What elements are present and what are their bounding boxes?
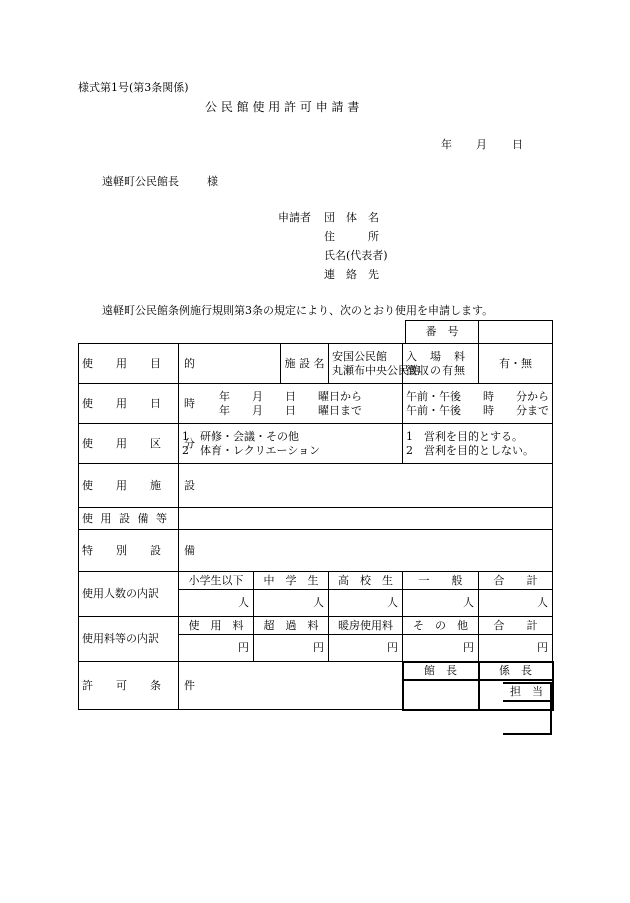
facility-option-1: 安国公民館 xyxy=(332,349,387,363)
application-table xyxy=(78,320,554,711)
addressee: 遠軽町公民館長 xyxy=(102,175,179,188)
time-range-field[interactable]: 午前・午後 時 分から 午前・午後 時 分まで xyxy=(403,384,553,424)
people-header-general: 一 般 xyxy=(403,572,479,590)
fee-total-field[interactable]: 円 xyxy=(479,635,553,662)
facilities-field[interactable] xyxy=(179,464,553,508)
profit-options[interactable]: 1 営利を目的とする。 2 営利を目的としない。 xyxy=(403,424,553,464)
stamp-staff[interactable] xyxy=(503,702,550,733)
fee-header-total: 合 計 xyxy=(479,617,553,635)
stamp-header-chief: 係 長 xyxy=(479,662,553,680)
people-breakdown-label: 使用人数の内訳 xyxy=(79,572,179,617)
equipment-label: 使 用 設 備 等 xyxy=(79,508,179,530)
date-month: 月 xyxy=(476,138,487,151)
applicant-contact: 連 絡 先 xyxy=(324,268,379,281)
equipment-field[interactable] xyxy=(179,508,553,530)
fee-header-overtime: 超 過 料 xyxy=(254,617,329,635)
document-title: 公 民 館 使 用 許 可 申 請 書 xyxy=(205,100,360,114)
number-label: 番 号 xyxy=(406,321,479,344)
category-options[interactable]: 1 研修・会議・その他 2 体育・レクリエーション xyxy=(179,424,403,464)
fee-header-other: そ の 他 xyxy=(403,617,479,635)
people-header-junior: 中 学 生 xyxy=(254,572,329,590)
form-number: 様式第1号(第3条関係) xyxy=(78,81,189,94)
people-header-high: 高 校 生 xyxy=(329,572,403,590)
entry-fee-value[interactable]: 有・無 xyxy=(479,344,553,384)
applicant-label: 申請者 xyxy=(278,211,311,224)
facility-options[interactable] xyxy=(329,344,420,384)
facility-option-2: 丸瀬布中央公民館 xyxy=(332,363,420,377)
number-field[interactable] xyxy=(479,321,553,344)
fee-header-usage: 使 用 料 xyxy=(179,617,254,635)
people-high-field[interactable]: 人 xyxy=(329,590,403,617)
special-equipment-field[interactable] xyxy=(179,530,553,572)
stamp-director[interactable] xyxy=(403,680,479,710)
people-header-elementary: 小学生以下 xyxy=(179,572,254,590)
people-junior-field[interactable]: 人 xyxy=(254,590,329,617)
permit-conditions-label: 許 可 条 件 xyxy=(79,662,179,710)
people-total-field[interactable]: 人 xyxy=(479,590,553,617)
stamp-header-staff: 担 当 xyxy=(503,684,550,702)
facility-name-label: 施 設 名 xyxy=(281,344,329,384)
date-year: 年 xyxy=(441,138,452,151)
fee-overtime-field[interactable]: 円 xyxy=(254,635,329,662)
date-range-field[interactable]: 年 月 日 曜日から 年 月 日 曜日まで xyxy=(179,384,403,424)
datetime-label: 使 用 日 時 xyxy=(79,384,179,424)
permit-conditions-field[interactable] xyxy=(179,662,403,710)
category-label: 使 用 区 分 xyxy=(79,424,179,464)
date-day: 日 xyxy=(512,138,523,151)
applicant-group: 団 体 名 xyxy=(324,211,379,224)
stamp-staff-box xyxy=(503,682,552,735)
fee-header-heating: 暖房使用料 xyxy=(329,617,403,635)
intro-text: 遠軽町公民館条例施行規則第3条の規定により、次のとおり使用を申請します。 xyxy=(102,304,494,317)
fee-other-field[interactable]: 円 xyxy=(403,635,479,662)
applicant-address: 住 所 xyxy=(324,230,379,243)
people-header-total: 合 計 xyxy=(479,572,553,590)
fee-heating-field[interactable]: 円 xyxy=(329,635,403,662)
facilities-label: 使 用 施 設 xyxy=(79,464,179,508)
fee-usage-field[interactable]: 円 xyxy=(179,635,254,662)
entry-fee-label: 入 場 料 徴収の有無 xyxy=(403,344,479,384)
people-elementary-field[interactable]: 人 xyxy=(179,590,254,617)
fees-breakdown-label: 使用料等の内訳 xyxy=(79,617,179,662)
purpose-label: 使 用 目 的 xyxy=(79,344,179,384)
people-general-field[interactable]: 人 xyxy=(403,590,479,617)
special-equipment-label: 特 別 設 備 xyxy=(79,530,179,572)
stamp-header-director: 館 長 xyxy=(403,662,479,680)
applicant-name: 氏名(代表者) xyxy=(324,249,388,262)
honorific: 様 xyxy=(207,175,218,188)
